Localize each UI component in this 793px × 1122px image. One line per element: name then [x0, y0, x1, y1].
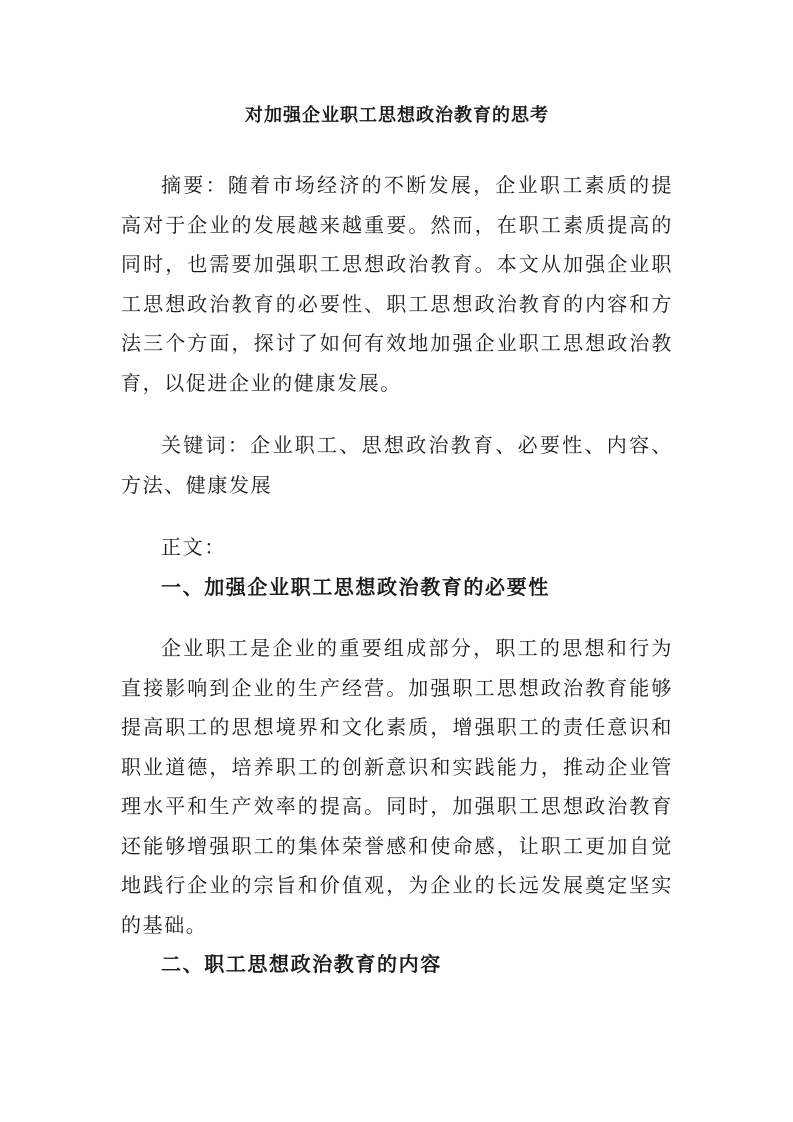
document-title: 对加强企业职工思想政治教育的思考: [245, 105, 549, 126]
section-heading-2: 二、职工思想政治教育的内容: [161, 952, 442, 976]
body-label: 正文：: [161, 535, 226, 559]
section-paragraph-1: 企业职工是企业的重要组成部分，职工的思想和行为直接影响到企业的生产经营。加强职工思想政治教育能够提高职工的思想境界和文化素质，增强职工的责任意识和职业道德，培养职工的创新意识和实践能力，推动企业管理水平和生产效率的提高。同时，加强职工思想政治教育还能够增强职工的集体荣誉感和使命感，让职工更加自觉地践行企业的宗旨和价值观，为企业的长远发展奠定坚实的基础。: [121, 636, 673, 937]
section-heading-1: 一、加强企业职工思想政治教育的必要性: [161, 574, 550, 599]
document-content: [121, 100, 673, 985]
abstract-paragraph: 摘要：随着市场经济的不断发展，企业职工素质的提高对于企业的发展越来越重要。然而，在职工素质提高的同时，也需要加强职工思想政治教育。本文从加强企业职工思想政治教育的必要性、职工思想政治教育的内容和方法三个方面，探讨了如何有效地加强企业职工思想政治教育，以促进企业的健康发展。: [121, 173, 673, 395]
keywords-paragraph: 关键词：企业职工、思想政治教育、必要性、内容、方法、健康发展: [121, 433, 673, 497]
